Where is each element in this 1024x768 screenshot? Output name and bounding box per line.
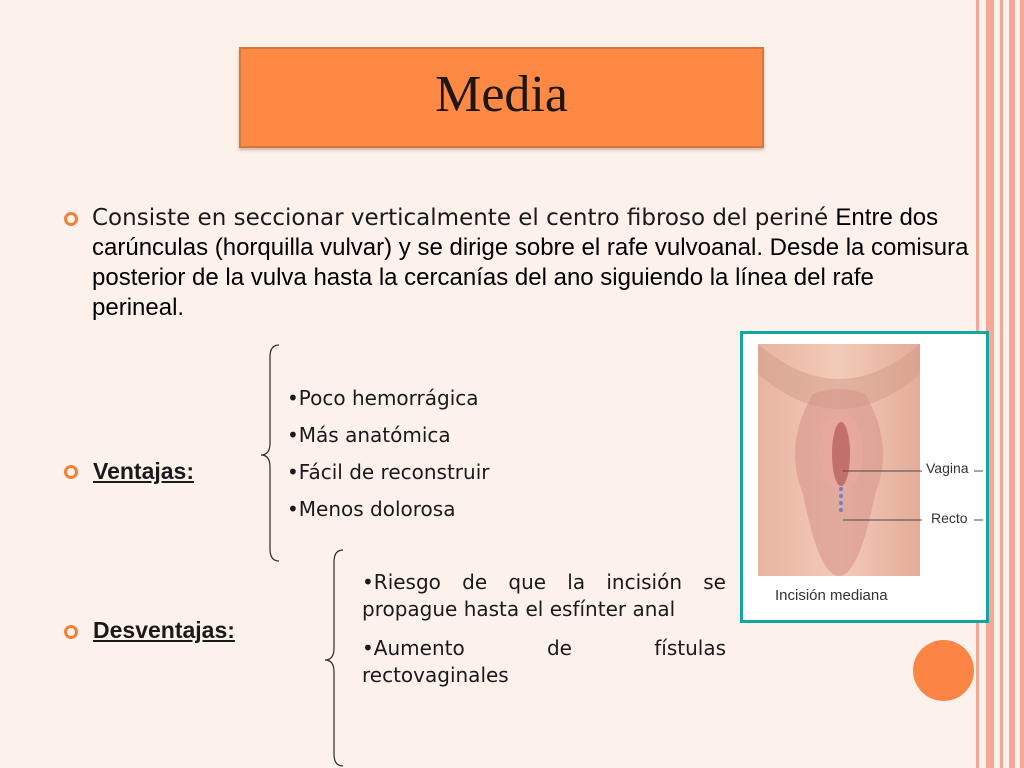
- desventajas-label: Desventajas:: [93, 617, 235, 643]
- intro-text-part1: Consiste en seccionar verticalmente el centro fibroso del periné: [92, 205, 829, 231]
- title-box: [239, 47, 764, 148]
- ventajas-label: Ventajas:: [93, 458, 194, 484]
- ventaja-item: •Menos dolorosa: [287, 497, 456, 521]
- ventaja-item: •Más anatómica: [287, 423, 451, 447]
- intro-text-part2: Entre dos carúnculas (horquilla vulvar) y se dirige sobre el rafe vulvoanal. Desde la comisura posterior de la vulva hasta la cercanías del ano siguiendo la línea del rafe perineal.: [92, 204, 969, 321]
- ventajas-brace-icon: [258, 343, 282, 563]
- bullet-marker-icon: [64, 465, 78, 479]
- figure-label-vagina: Vagina: [926, 460, 969, 476]
- bullet-marker-icon: [64, 625, 78, 639]
- bullet-marker-icon: [64, 212, 78, 226]
- slide-title: Media: [435, 66, 568, 123]
- ventaja-item: •Fácil de reconstruir: [287, 460, 490, 484]
- figure-caption: Incisión mediana: [775, 587, 888, 604]
- desventajas-brace-icon: [322, 548, 346, 768]
- intro-paragraph: [92, 203, 972, 323]
- figure-label-recto: Recto: [931, 510, 968, 526]
- anatomy-illustration: [743, 334, 986, 620]
- anatomy-figure: [740, 331, 989, 623]
- decorative-circle: [913, 640, 974, 701]
- desventajas-list: [362, 569, 726, 701]
- ventaja-item: •Poco hemorrágica: [287, 386, 479, 410]
- desventaja-item: •Aumento de fístulas rectovaginales: [362, 636, 726, 687]
- desventaja-item: •Riesgo de que la incisión se propague hasta el esfínter anal: [362, 570, 726, 621]
- ventajas-list: [287, 385, 489, 533]
